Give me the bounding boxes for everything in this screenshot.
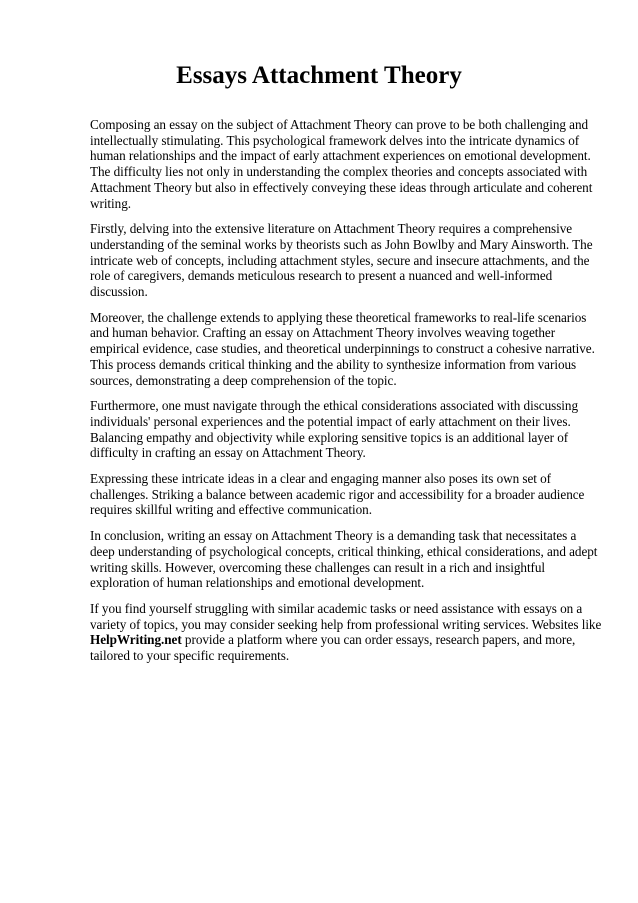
paragraph-moreover (90, 310, 602, 389)
text-line: exploration of human relationships and emotional development. (90, 575, 425, 591)
text-line: requires skillful writing and effective communication. (90, 502, 372, 518)
paragraph-final (90, 601, 602, 664)
text-line: writing. (90, 195, 131, 211)
text-line: Firstly, delving into the extensive literature on Attachment Theory requires a comprehensive (90, 221, 573, 237)
text-line: If you find yourself struggling with similar academic tasks or need assistance with essays on a (90, 600, 583, 616)
helpwriting-link[interactable]: HelpWriting.net (90, 632, 182, 648)
paragraph-firstly (90, 221, 602, 300)
text-line: discussion. (90, 284, 148, 300)
text-line: variety of topics, you may consider seeking help from professional writing services. Websites like (90, 616, 602, 632)
paragraph-furthermore (90, 398, 602, 461)
text-line: Balancing empathy and objectivity while exploring sensitive topics is an additional layer of (90, 429, 569, 445)
paragraph-conclusion (90, 528, 602, 591)
text-line: empirical evidence, case studies, and theoretical underpinnings to construct a cohesive narrative. (90, 341, 595, 357)
text-line: role of caregivers, demands meticulous research to present a nuanced and well-informed (90, 268, 553, 284)
text-line: Expressing these intricate ideas in a clear and engaging manner also poses its own set of (90, 471, 552, 487)
text-line: and human behavior. Crafting an essay on Attachment Theory involves weaving together (90, 325, 556, 341)
text-fragment: provide a platform where you can order essays, research papers, and more, (181, 632, 576, 648)
text-line: intricate web of concepts, including attachment styles, secure and insecure attachments, and the (90, 252, 590, 268)
text-line: Attachment Theory but also in effectively conveying these ideas through articulate and coherent (90, 179, 593, 195)
text-line: difficulty in crafting an essay on Attachment Theory. (90, 445, 366, 461)
text-line: Moreover, the challenge extends to applying these theoretical frameworks to real-life scenarios (90, 309, 587, 325)
text-line: human relationships and the impact of early attachment experiences on emotional development. (90, 148, 591, 164)
text-line-with-link (90, 632, 602, 648)
text-line: understanding of the seminal works by theorists such as John Bowlby and Mary Ainsworth. The (90, 236, 593, 252)
paragraph-intro (90, 117, 602, 211)
text-line: tailored to your specific requirements. (90, 648, 290, 664)
document-body (90, 117, 602, 674)
text-line: Furthermore, one must navigate through the ethical considerations associated with discussing (90, 398, 578, 414)
text-line: sources, demonstrating a deep comprehension of the topic. (90, 372, 397, 388)
text-line: Composing an essay on the subject of Attachment Theory can prove to be both challenging and (90, 117, 589, 132)
text-line: writing skills. However, overcoming these challenges can result in a rich and insightful (90, 559, 546, 575)
text-line: This process demands critical thinking and the ability to synthesize information from various (90, 356, 577, 372)
text-line: The difficulty lies not only in understanding the complex theories and concepts associated with (90, 164, 588, 180)
text-line: challenges. Striking a balance between academic rigor and accessibility for a broader audience (90, 486, 585, 502)
text-line: intellectually stimulating. This psychological framework delves into the intricate dynamics of (90, 132, 580, 148)
paragraph-expressing (90, 471, 602, 518)
document-title: Essays Attachment Theory (176, 62, 462, 89)
text-line: deep understanding of psychological concepts, critical thinking, ethical considerations, and adept (90, 543, 598, 559)
text-line: In conclusion, writing an essay on Attachment Theory is a demanding task that necessitates a (90, 528, 577, 544)
text-line: individuals' personal experiences and the potential impact of early attachment on their lives. (90, 413, 571, 429)
